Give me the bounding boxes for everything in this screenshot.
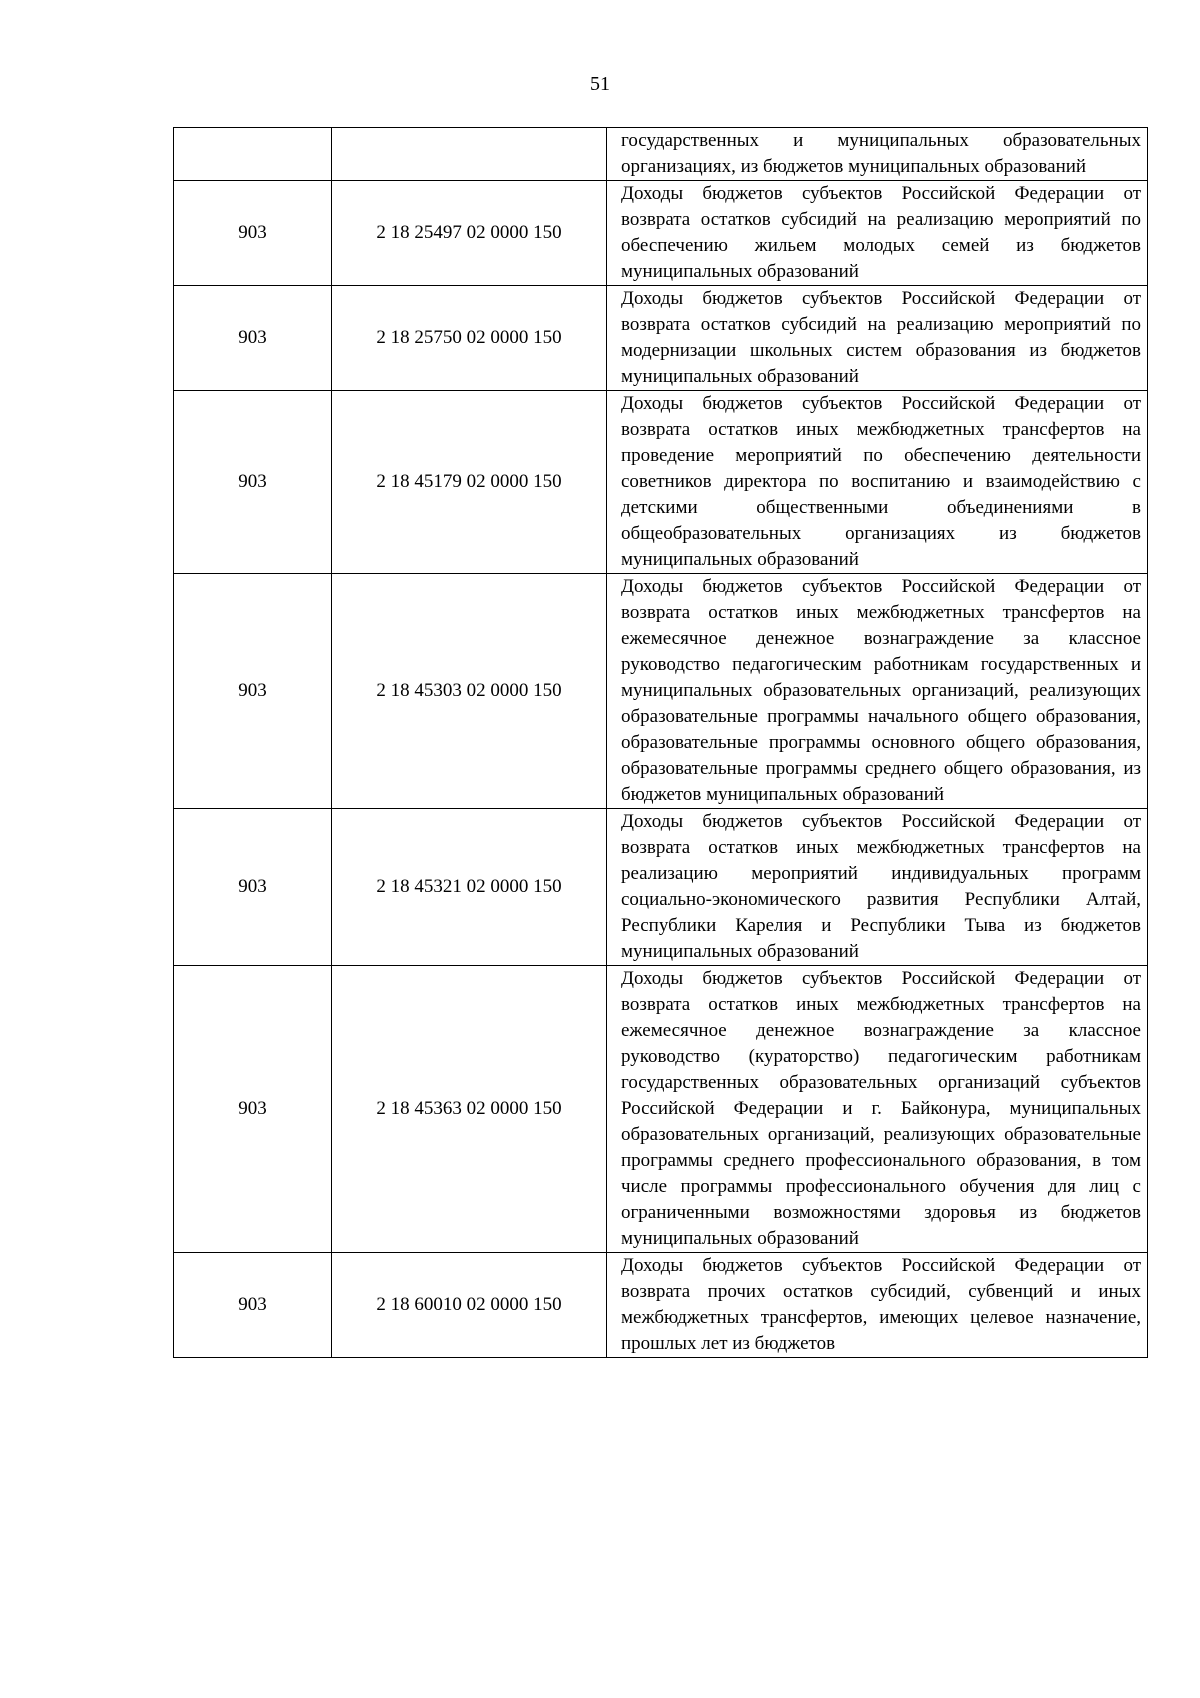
revenue-code-cell: 2 18 45303 02 0000 150: [332, 574, 607, 809]
admin-code-cell: 903: [174, 391, 332, 574]
revenue-code-cell: [332, 128, 607, 181]
admin-code-cell: 903: [174, 574, 332, 809]
table-row: [174, 1253, 1148, 1358]
table-row: [174, 809, 1148, 966]
admin-code-cell: 903: [174, 809, 332, 966]
revenue-description-cell: Доходы бюджетов субъектов Российской Федерации от возврата остатков иных межбюджетных трансфертов на ежемесячное денежное вознаграждение за классное руководство (кураторство) педагогическим работникам государственных образовательных организаций субъектов Российской Федерации и г. Байконура, муниципальных образовательных организаций, реализующих образовательные программы среднего профессионального образования, в том числе программы профессионального обучения для лиц с ограниченными возможностями здоровья из бюджетов муниципальных образований: [607, 966, 1148, 1253]
revenue-description-cell: Доходы бюджетов субъектов Российской Федерации от возврата остатков субсидий на реализацию мероприятий по модернизации школьных систем образования из бюджетов муниципальных образований: [607, 286, 1148, 391]
page-number: 51: [590, 73, 610, 95]
admin-code-cell: 903: [174, 1253, 332, 1358]
admin-code-cell: 903: [174, 966, 332, 1253]
admin-code-cell: [174, 128, 332, 181]
revenue-description-cell: Доходы бюджетов субъектов Российской Федерации от возврата остатков иных межбюджетных трансфертов на проведение мероприятий по обеспечению деятельности советников директора по воспитанию и взаимодействию с детскими общественными объединениями в общеобразовательных организациях из бюджетов муниципальных образований: [607, 391, 1148, 574]
revenue-code-cell: 2 18 45363 02 0000 150: [332, 966, 607, 1253]
revenue-description-cell: Доходы бюджетов субъектов Российской Федерации от возврата прочих остатков субсидий, субвенций и иных межбюджетных трансфертов, имеющих целевое назначение, прошлых лет из бюджетов: [607, 1253, 1148, 1358]
revenue-code-cell: 2 18 25750 02 0000 150: [332, 286, 607, 391]
table-row: [174, 286, 1148, 391]
table-row: [174, 391, 1148, 574]
table-row: [174, 128, 1148, 181]
admin-code-cell: 903: [174, 181, 332, 286]
revenue-description-cell: Доходы бюджетов субъектов Российской Федерации от возврата остатков иных межбюджетных трансфертов на реализацию мероприятий индивидуальных программ социально-экономического развития Республики Алтай, Республики Карелия и Республики Тыва из бюджетов муниципальных образований: [607, 809, 1148, 966]
revenue-description-cell: государственных и муниципальных образовательных организациях, из бюджетов муниципальных образований: [607, 128, 1148, 181]
revenue-code-cell: 2 18 60010 02 0000 150: [332, 1253, 607, 1358]
admin-code-cell: 903: [174, 286, 332, 391]
budget-revenue-table: [173, 127, 1148, 1358]
revenue-description-cell: Доходы бюджетов субъектов Российской Федерации от возврата остатков иных межбюджетных трансфертов на ежемесячное денежное вознаграждение за классное руководство педагогическим работникам государственных и муниципальных образовательных организаций, реализующих образовательные программы начального общего образования, образовательные программы основного общего образования, образовательные программы среднего общего образования, из бюджетов муниципальных образований: [607, 574, 1148, 809]
table-row: [174, 966, 1148, 1253]
revenue-description-cell: Доходы бюджетов субъектов Российской Федерации от возврата остатков субсидий на реализацию мероприятий по обеспечению жильем молодых семей из бюджетов муниципальных образований: [607, 181, 1148, 286]
table-row: [174, 181, 1148, 286]
revenue-code-cell: 2 18 25497 02 0000 150: [332, 181, 607, 286]
revenue-code-cell: 2 18 45321 02 0000 150: [332, 809, 607, 966]
revenue-code-cell: 2 18 45179 02 0000 150: [332, 391, 607, 574]
table-row: [174, 574, 1148, 809]
